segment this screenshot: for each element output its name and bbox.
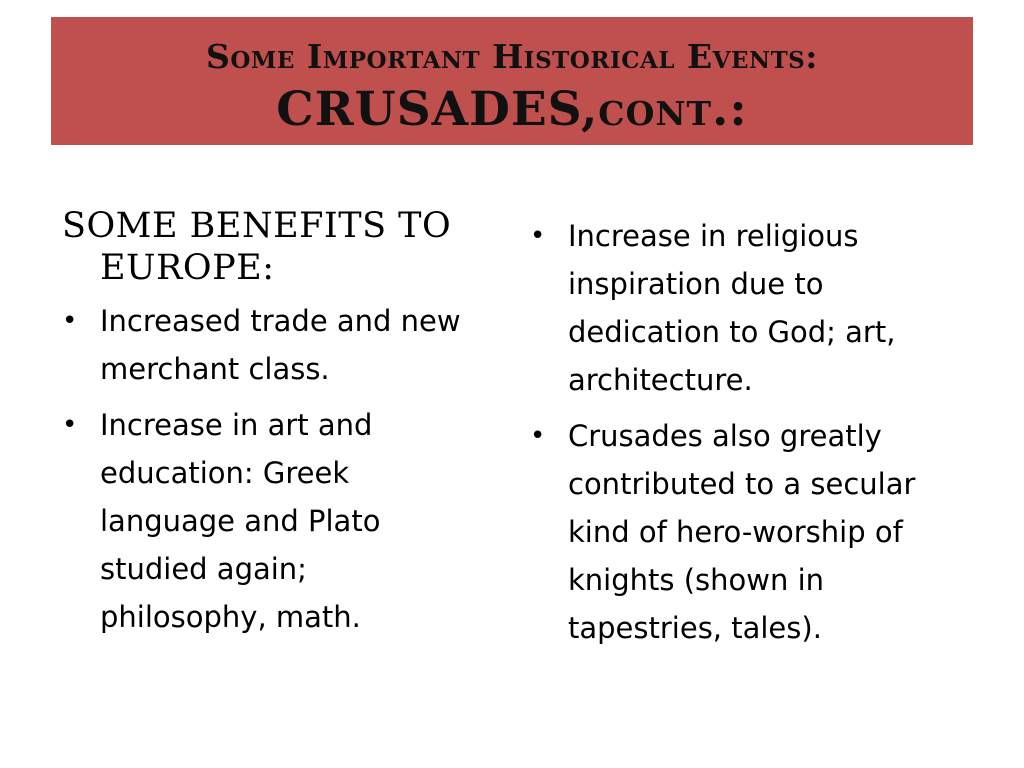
- bullet-icon: •: [62, 306, 78, 336]
- title-line-2: CRUSADES,cont.:: [276, 82, 748, 137]
- right-column: [530, 212, 970, 660]
- list-item-text: Increased trade and new merchant class.: [100, 304, 461, 386]
- list-item: [530, 212, 970, 404]
- bullet-icon: •: [530, 421, 546, 451]
- title-banner: [51, 17, 973, 145]
- list-item-text: Increase in art and education: Greek language and Plato studied again; philosophy, math.: [100, 408, 381, 634]
- list-item: [530, 412, 970, 652]
- list-item-text: Crusades also greatly contributed to a secular kind of hero-worship of knights (shown in tapestries, tales).: [568, 419, 916, 645]
- bullet-icon: •: [530, 221, 546, 251]
- left-column: [62, 205, 462, 649]
- right-bullet-list: [530, 212, 970, 652]
- list-item: [62, 401, 462, 641]
- bullet-icon: •: [62, 410, 78, 440]
- list-item-text: Increase in religious inspiration due to dedication to God; art, architecture.: [568, 219, 896, 397]
- title-line-1: Some Important Historical Events:: [206, 37, 818, 76]
- list-item: [62, 297, 462, 393]
- left-bullet-list: [62, 297, 462, 641]
- left-column-heading: SOME BENEFITS TO EUROPE:: [62, 206, 452, 288]
